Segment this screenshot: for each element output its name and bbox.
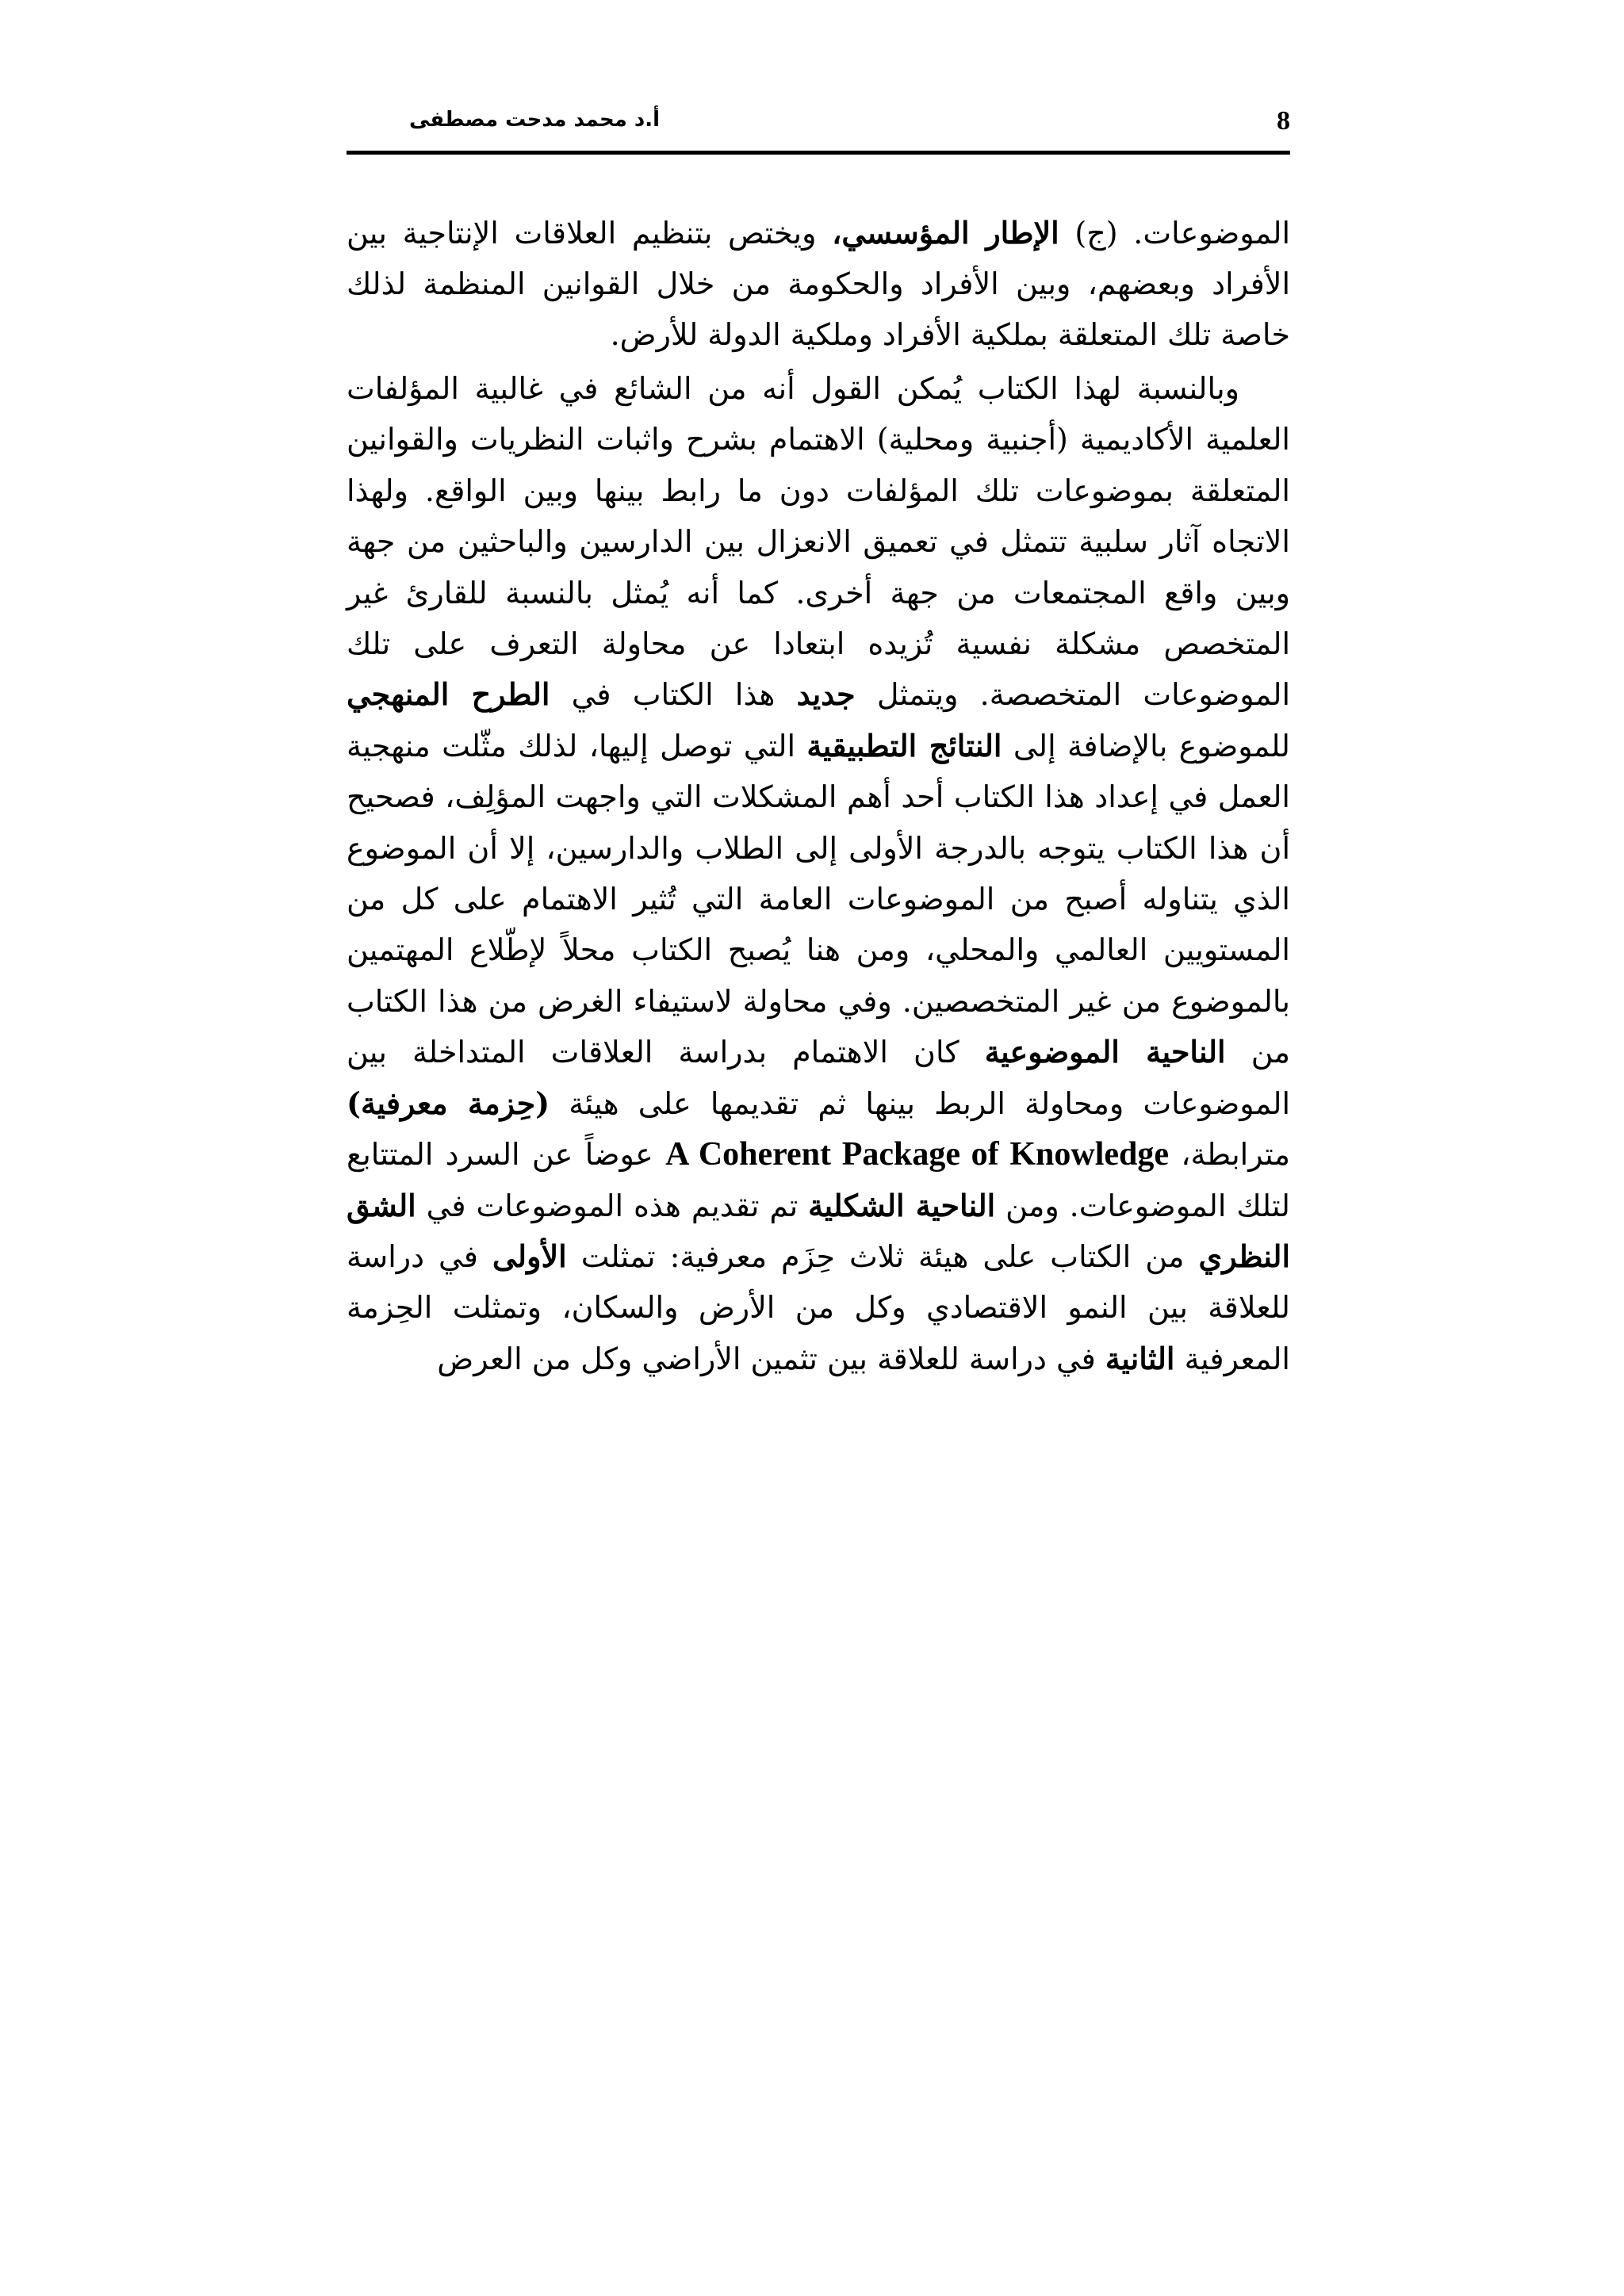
bold-term-methodology: الطرح المنهجي (347, 676, 550, 713)
paragraph-2-text: هذا الكتاب في (550, 677, 797, 713)
paragraph-2-text: مترابطة، (1169, 1137, 1290, 1173)
bold-term-second: الثانية (1105, 1340, 1175, 1376)
bold-term-first: الأولى (492, 1238, 567, 1274)
bold-term-new: جديد (796, 676, 856, 713)
paragraph-2-text: تم تقديم هذه الموضوعات في (416, 1188, 809, 1223)
paragraph-2-text: عوضاً عن السرد المتتابع لتلك الموضوعات. ومن (347, 1137, 1291, 1223)
page-number: 8 (1277, 106, 1290, 136)
page-header (347, 101, 1290, 155)
paragraph-1-text: ويختص بتنظيم العلاقات الإنتاجية بين الأفراد وبعضهم، وبين الأفراد والحكومة من خلال القوانين المنظمة لذلك خاصة تلك المتعلقة بملكية الأفراد وملكية الدولة للأرض. (347, 216, 1290, 352)
english-phrase: A Coherent Package of Knowledge (665, 1136, 1169, 1173)
paragraph-1-text: الموضوعات. (ج) (1059, 216, 1290, 251)
header-author: أ.د محمد مدحت مصطفى (408, 108, 660, 132)
bold-term-formal-aspect: الناحية الشكلية (808, 1187, 996, 1223)
paragraph-2-text: في دراسة للعلاقة بين تثمين الأراضي وكل من العرض (437, 1341, 1105, 1376)
bold-term-knowledge-package: (حِزمة معرفية) (347, 1085, 550, 1121)
paragraph-2-text: وبالنسبة لهذا الكتاب يُمكن القول أنه من الشائع في غالبية المؤلفات العلمية الأكاديمية (أجنبية ومحلية) الاهتمام بشرح واثبات النظريات والقوانين المتعلقة بموضوعات تلك المؤلفات دون ما رابط بينها وبين الواقع. ولهذا الاتجاه آثار سلبية تتمثل في تعميق الانعزال بين الدارسين والباحثين من جهة وبين واقع المجتمعات من جهة أخرى. كما أنه يُمثل بالنسبة للقارئ غير المتخصص مشكلة نفسية تُزيده ابتعادا عن محاولة التعرف على تلك الموضوعات المتخصصة. ويتمثل (347, 371, 1290, 713)
bold-term-objective-aspect: الناحية الموضوعية (984, 1034, 1226, 1070)
bold-term-theoretical-part: الشق النظري (347, 1187, 1290, 1274)
paragraph-2-text: في دراسة للعلاقة بين النمو الاقتصادي وكل من الأرض والسكان، وتمثلت الحِزمة المعرفية (347, 1238, 1290, 1376)
paragraph-2-text: من الكتاب على هيئة ثلاث حِزَم معرفية: تمثلت (566, 1238, 1199, 1274)
bold-term-applied-results: النتائج التطبيقية (806, 727, 1002, 763)
paragraph-2 (347, 363, 1290, 1384)
paragraph-2-text: كان الاهتمام بدراسة العلاقات المتداخلة بين الموضوعات ومحاولة الربط بينها ثم تقديمها على هيئة (347, 1035, 1291, 1121)
paragraph-2-text: التي توصل إليها، لذلك مثّلت منهجية العمل في إعداد هذا الكتاب أحد أهم المشكلات التي واجهت المؤلِف، فصحيح أن هذا الكتاب يتوجه بالدرجة الأولى إلى الطلاب والدارسين، إلا أن الموضوع الذي يتناوله أصبح من الموضوعات العامة التي تُثير الاهتمام على كل من المستويين العالمي والمحلي، ومن هنا يُصبح الكتاب محلاً لإطّلاع المهتمين بالموضوع من غير المتخصصين. وفي محاولة لاستيفاء الغرض من هذا الكتاب من (347, 728, 1290, 1070)
paragraph-1-bold-term: الإطار المؤسسي، (832, 215, 1059, 251)
paragraph-2-text: للموضوع بالإضافة إلى (1002, 728, 1290, 763)
paragraph-1 (347, 208, 1290, 360)
